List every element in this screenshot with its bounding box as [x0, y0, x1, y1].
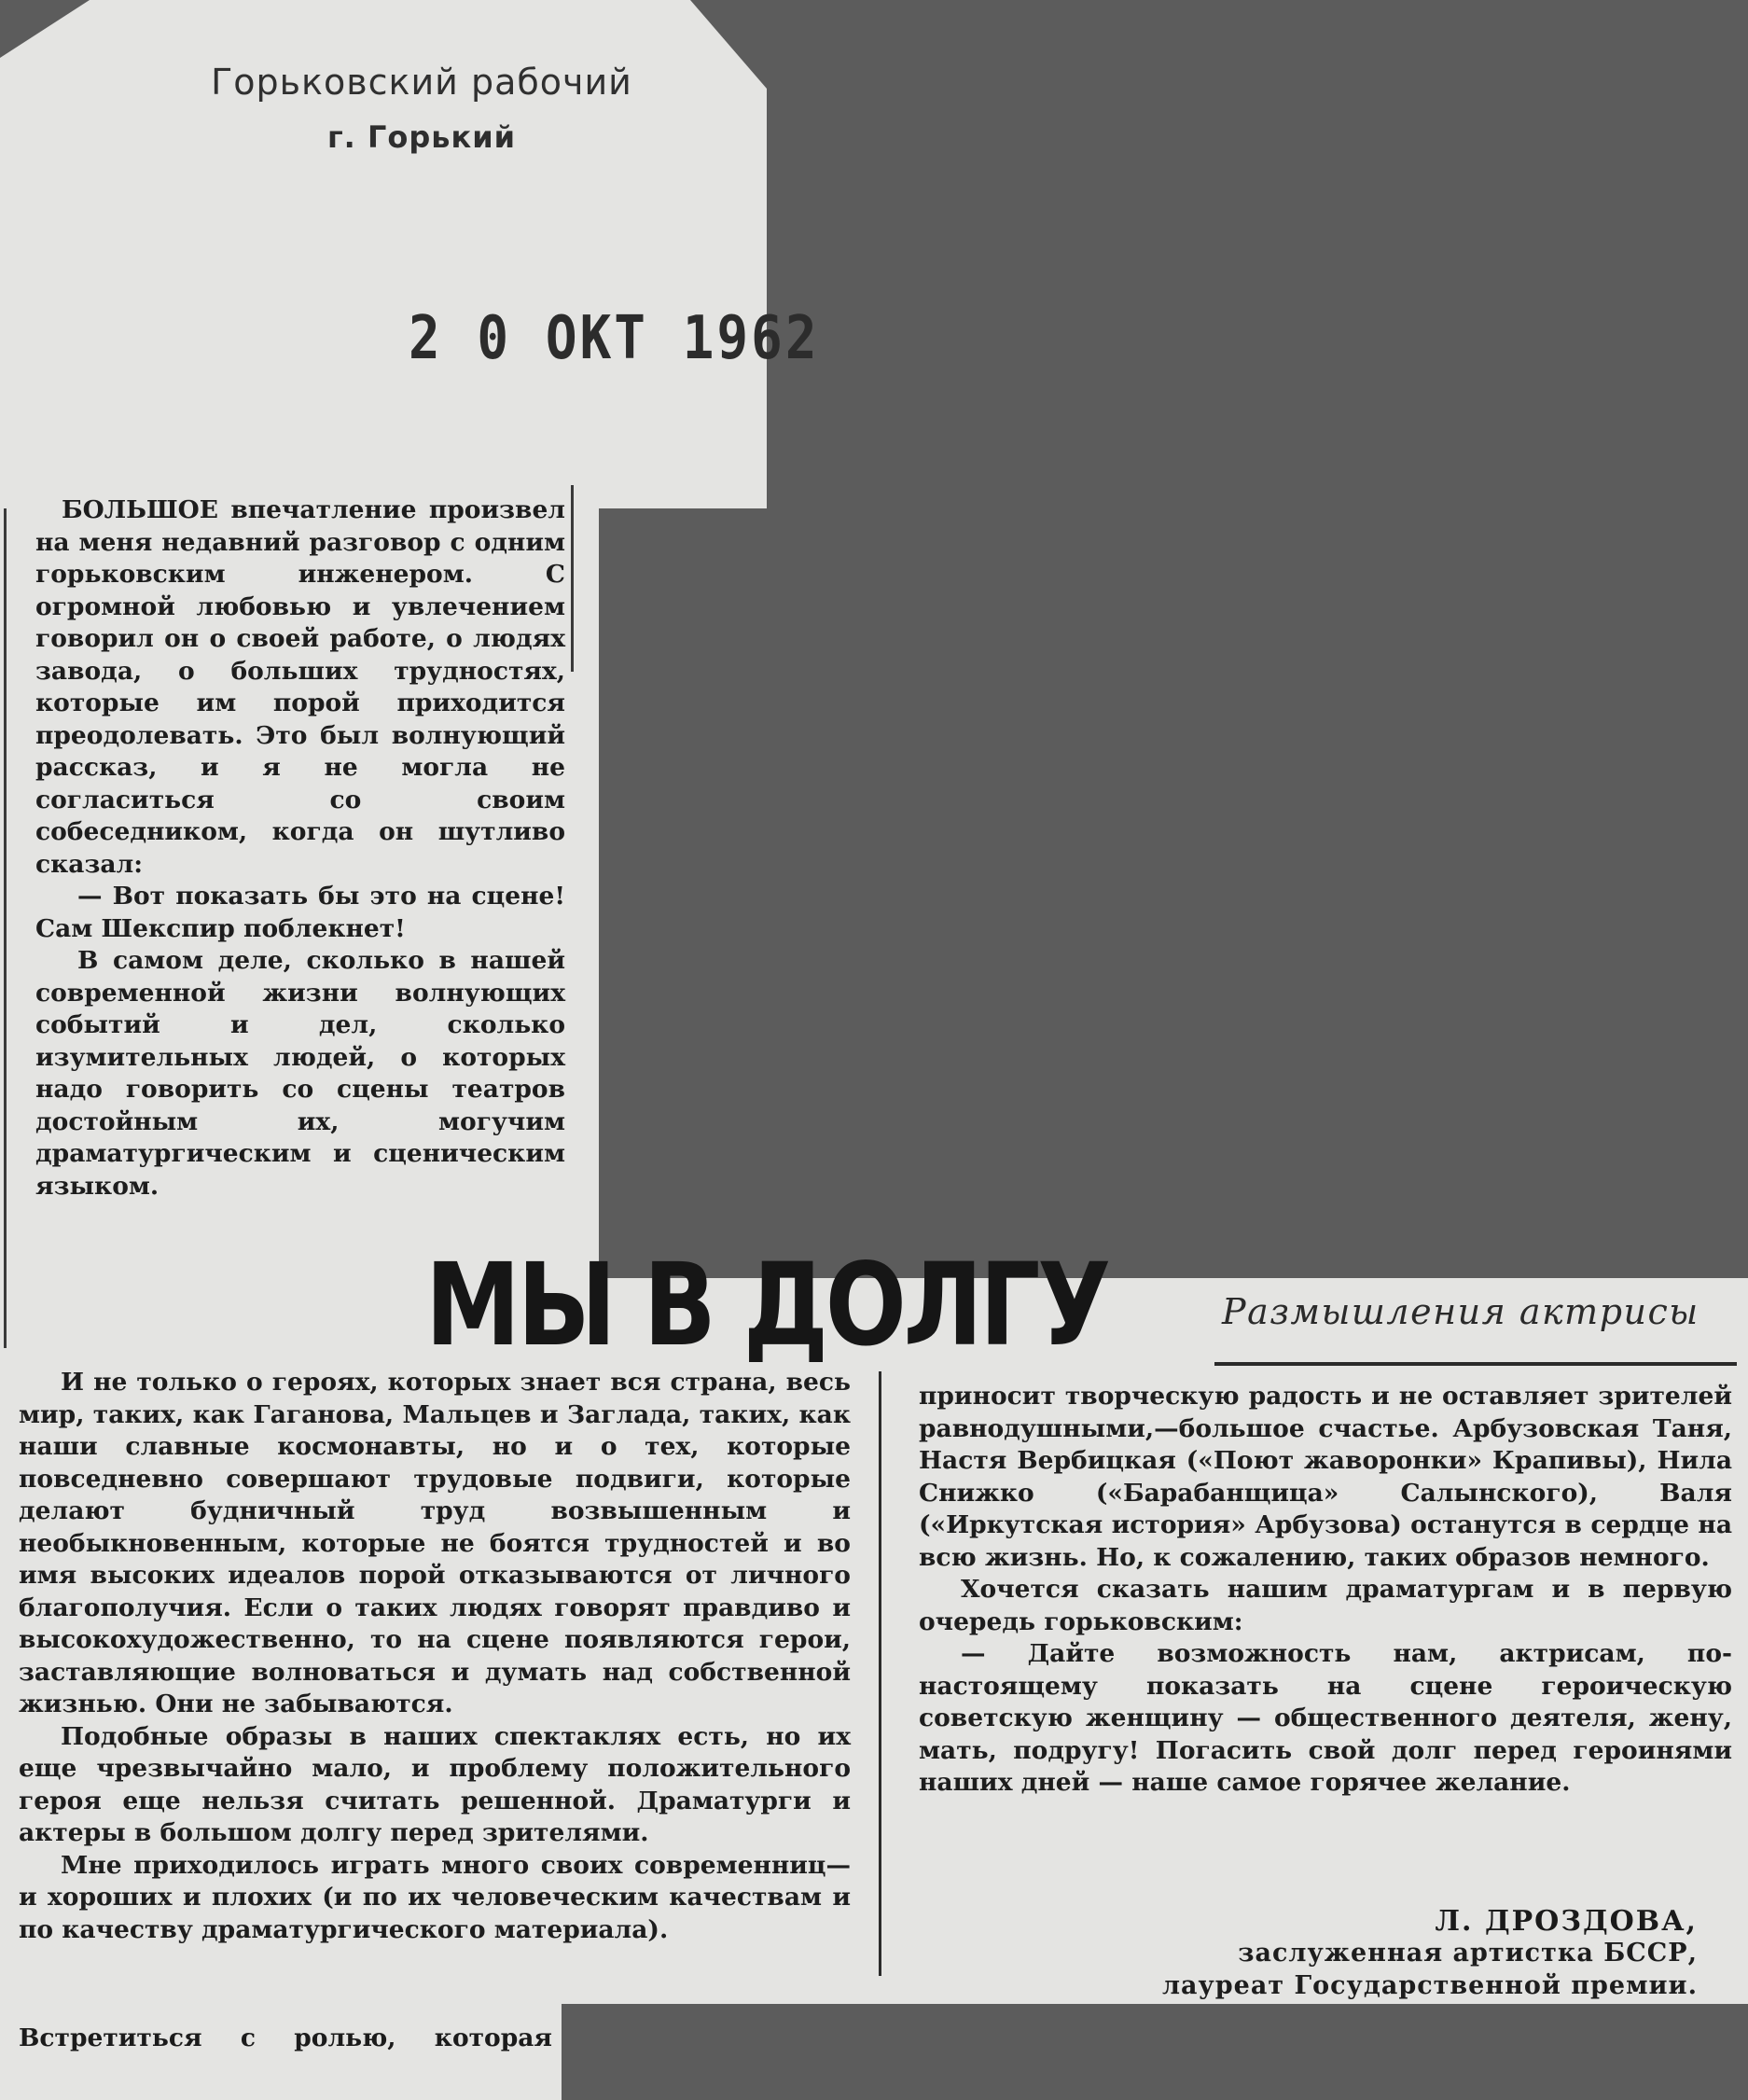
paragraph: Хочется сказать нашим драматургам и в первую очередь горьковским: — [919, 1575, 1732, 1636]
author-award: лауреат Государственной премии. — [1161, 1971, 1698, 2000]
left-edge-rule — [4, 508, 7, 1348]
column-divider — [879, 1371, 881, 1976]
author-title: заслуженная артистка БССР, — [1238, 1939, 1698, 1968]
date-stamp: 2 0 ОКТ 1962 — [409, 303, 820, 373]
paragraph: И не только о героях, которых знает вся страна, весь мир, таких, как Гаганова, Мальцев и Заглада, таких, как наши славные космонавты, но и о тех, которые повседневно совершают трудовые подвиги, которые делают будничный труд возвышенным и необыкновенным, которые не боятся трудностей и во имя высоких идеалов порой отказываются от личного благополучия. Если о таких людях говорят правдиво и высокохудожественно, то на сцене появляются герои, заставляющие волноваться и думать над собственной жизнью. Они не забываются. — [19, 1368, 851, 1718]
paragraph: Подобные образы в наших спектаклях есть, но их еще чрезвычайно мало, и проблему положительного героя еще нельзя считать решенной. Драматурги и актеры в большом долгу перед зрителями. — [19, 1721, 851, 1847]
article-column-1 — [35, 494, 565, 1203]
paragraph-tail: Встретиться с ролью, которая — [19, 2024, 552, 2052]
article-subtitle: Размышления актрисы — [1222, 1291, 1699, 1332]
subtitle-rule — [1214, 1362, 1737, 1366]
paragraph: Мне приходилось играть много своих современниц—и хороших и плохих (и по их человеческим качествам и по качеству драматургического материала). — [19, 1850, 851, 1944]
newspaper-name: Горьковский рабочий — [211, 62, 632, 103]
paragraph: БОЛЬШОЕ впечатление произвел на меня недавний разговор с одним горьковским инженером. С огромной любовью и увлечением говорил он о своей работе, о людях завода, о больших трудностях, которые им порой приходится преодолевать. Это был волнующий рассказ, и я не могла не согласиться со своим собеседником, когда он шутливо сказал: — [35, 495, 565, 879]
paragraph: — Вот показать бы это на сцене! Сам Шекспир поблекнет! — [35, 882, 565, 943]
paragraph: приносит творческую радость и не оставляет зрителей равнодушными,—большое счастье. Арбузовская Таня, Настя Вербицкая («Поют жаворонки» Крапивы), Нила Снижко («Барабанщица» Салынского), Валя («Иркутская история» Арбузова) останутся в сердце на всю жизнь. Но, к сожалению, таких образов немного. — [919, 1382, 1732, 1572]
author-name: Л. ДРОЗДОВА, — [1435, 1905, 1698, 1938]
paragraph: В самом деле, сколько в нашей современной жизни волнующих событий и дел, сколько изумительных людей, о которых надо говорить со сцены театров достойным их, могучим драматургическим и сценическим языком. — [35, 946, 565, 1201]
paragraph: — Дайте возможность нам, актрисам, по-настоящему показать на сцене героическую советскую женщину — общественного деятеля, жену, мать, подругу! Погасить свой долг перед героинями наших дней — наше самое горячее желание. — [919, 1639, 1732, 1797]
column-rule — [571, 485, 574, 672]
article-headline: МЫ В ДОЛГУ — [425, 1239, 1108, 1371]
article-column-3 — [919, 1381, 1732, 1800]
article-column-2 — [19, 1367, 851, 1946]
newspaper-city: г. Горький — [326, 119, 517, 155]
